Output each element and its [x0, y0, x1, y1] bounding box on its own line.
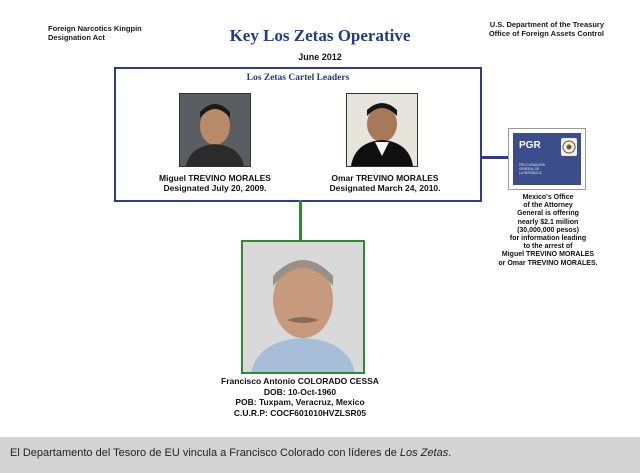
operative-caption [190, 376, 410, 418]
caption-text [10, 447, 451, 459]
reward-note-line: General is offering [517, 210, 579, 218]
reward-note-line: for information leading [509, 235, 587, 243]
pgr-logo-subtitle [519, 163, 561, 175]
header-right-line1: U.S. Department of the Treasury [489, 20, 604, 29]
operative-connector-line [299, 200, 302, 240]
pgr-sub-line1: PROCURADURÍA [519, 163, 545, 167]
omar-name: Omar TREVINO MORALES [331, 173, 439, 183]
pgr-connector-line [480, 156, 510, 159]
omar-designated: Designated March 24, 2010. [329, 183, 441, 193]
reward-note-line: nearly $2.1 million [517, 218, 579, 226]
operative-pob: POB: Tuxpam, Veracruz, Mexico [235, 397, 365, 407]
header-left-line1: Foreign Narcotics Kingpin [48, 24, 142, 33]
mexico-seal-icon [561, 138, 577, 156]
pgr-sub-line2: GENERAL DE [519, 167, 540, 171]
person-silhouette-icon [180, 94, 250, 166]
reward-note-line: (30,000,000 pesos) [517, 226, 579, 234]
header-left-line2: Designation Act [48, 33, 105, 42]
caption-main: El Departamento del Tesoro de EU vincula a Francisco Colorado con líderes de [10, 447, 400, 459]
reward-note-line: to the arrest of [523, 243, 573, 251]
leaders-label: Los Zetas Cartel Leaders [246, 73, 350, 83]
reward-note [494, 194, 602, 268]
miguel-caption [128, 173, 302, 193]
reward-note-line: Mexico's Office [522, 194, 574, 201]
caption-end: . [448, 447, 452, 459]
operative-dob: DOB: 10-Oct-1960 [263, 386, 337, 397]
reward-note-line: Miguel TREVINO MORALES [501, 251, 595, 259]
caption-bar [0, 437, 640, 473]
omar-photo [346, 93, 418, 167]
reward-note-line: of the Attorney [523, 202, 573, 210]
miguel-name: Miguel TREVINO MORALES [159, 173, 271, 183]
miguel-designated: Designated July 20, 2009. [163, 183, 267, 193]
reward-note-line: or Omar TREVINO MORALES. [498, 259, 598, 267]
operative-curp: C.U.R.P: COCF601010HVZLSR05 [233, 407, 367, 418]
pgr-logo-text: PGR [519, 140, 541, 151]
pgr-logo-panel [513, 133, 581, 185]
caption-emphasis: Los Zetas [399, 447, 449, 459]
pgr-sub-line3: LA REPÚBLICA [519, 171, 542, 175]
diagram-title: Key Los Zetas Operative [229, 26, 411, 45]
operative-name: Francisco Antonio COLORADO CESSA [221, 376, 379, 386]
colorado-photo [241, 240, 365, 374]
pgr-logo [508, 128, 586, 190]
miguel-photo [179, 93, 251, 167]
person-silhouette-icon [243, 242, 363, 372]
omar-caption [298, 173, 472, 193]
leaders-box [114, 67, 482, 202]
diagram-date: June 2012 [298, 52, 342, 62]
person-silhouette-icon [347, 94, 417, 166]
header-right-line2: Office of Foreign Assets Control [488, 29, 604, 38]
